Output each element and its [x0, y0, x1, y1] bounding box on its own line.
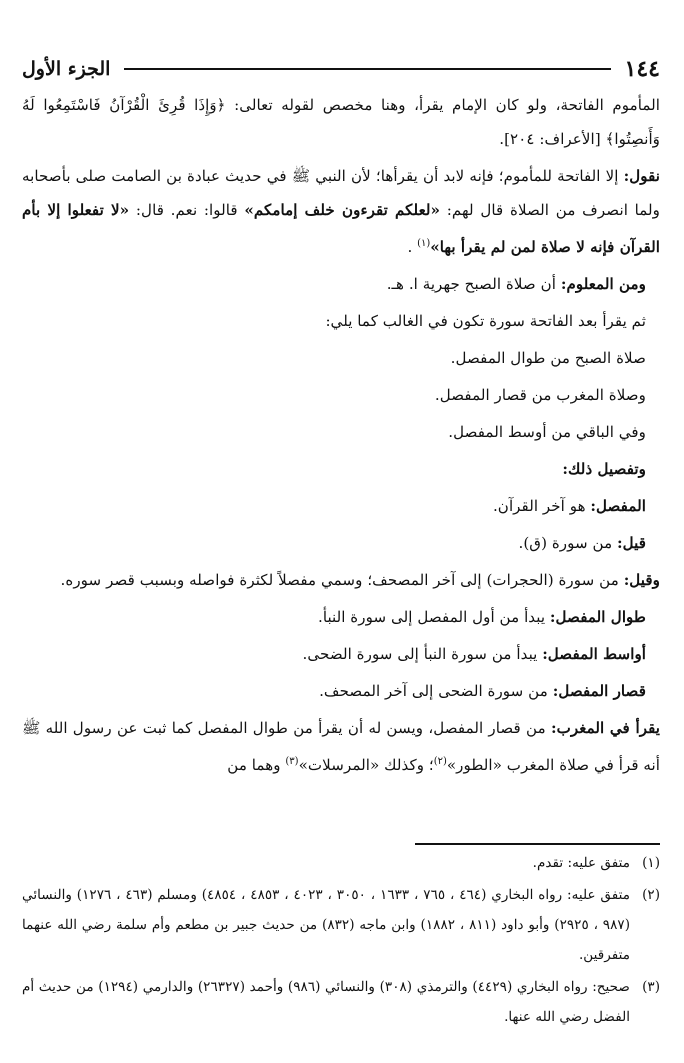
- term-label: قيل:: [617, 534, 646, 553]
- footnote-number: (٢): [642, 887, 660, 903]
- term-label: ومن المعلوم:: [560, 275, 646, 294]
- footnote: [22, 972, 660, 1032]
- footnote-text: متفق عليه: تقدم.: [532, 855, 630, 871]
- main-text: [22, 88, 660, 782]
- footnote-text: صحيح: رواه البخاري (٤٤٢٩) والترمذي (٣٠٨) والنسائي (٩٨٦) وأحمد (٢٦٣٢٧) والدارمي (١٢٩٤) من حديث أم الفضل رضي الله عنها.: [22, 979, 630, 1025]
- hadith-quote: «لا تفعلوا إلا بأم القرآن فإنه لا صلاة لمن لم يقرأ بها»: [22, 201, 660, 257]
- paragraph: أواسط المفصل: يبدأ من سورة النبأ إلى سورة الضحى.: [302, 645, 646, 664]
- paragraph: يقرأ في المغرب: من قصار المفصل، ويسن له أن يقرأ من طوال المفصل كما ثبت عن رسول الله ﷺ أنه قرأ في صلاة المغرب «الطور»$^{(٢)}$؛ وكذلك «المرسلات»$^{(٣)}$ وهما من: [22, 719, 661, 775]
- footnote: [22, 848, 660, 878]
- footnotes: [22, 848, 660, 1032]
- paragraph: المأموم الفاتحة، ولو كان الإمام يقرأ، وهنا مخصص لقوله تعالى: ﴿وَإِذَا قُرِئَ الْقُرْآنُ فَاسْتَمِعُوا لَهُ وَأَنصِتُوا﴾ [الأعراف: ٢٠٤].: [22, 96, 660, 148]
- paragraph: وقيل: من سورة (الحجرات) إلى آخر المصحف؛ وسمي مفصلاً لكثرة فواصله وبسبب قصر سوره.: [60, 571, 660, 590]
- paragraph: ومن المعلوم: أن صلاة الصبح جهرية ا. هـ.: [386, 275, 646, 294]
- term-label: وقيل:: [623, 571, 660, 590]
- paragraph: المفصل: هو آخر القرآن.: [492, 497, 646, 516]
- term-label: أواسط المفصل:: [542, 645, 646, 664]
- term-label: قصار المفصل:: [552, 682, 646, 701]
- part-title: الجزء الأول: [22, 58, 111, 80]
- footnote-ref: (١): [417, 238, 431, 249]
- hadith-quote: «لعلكم تقرءون خلف إمامكم»: [244, 201, 441, 219]
- term-label: طوال المفصل:: [549, 608, 646, 627]
- footnote-text: متفق عليه: رواه البخاري (٤٦٤ ، ٧٦٥ ، ١٦٣٣ ، ٣٠٥٠ ، ٤٠٢٣ ، ٤٨٥٣ ، ٤٨٥٤) ومسلم (٤٦٣ ، ١٢٧٦) والنسائي (٩٨٧ ، ٢٩٢٥) وأبو داود (٨١١ ، ١٨٨٢) وابن ماجه (٨٣٢) من حديث جبير بن مطعم وأم سلمة رضي الله عنهما متفرقين.: [22, 887, 631, 963]
- page-header: [22, 52, 660, 86]
- term-label: المفصل:: [590, 497, 646, 516]
- paragraph: وفي الباقي من أوسط المفصل.: [448, 423, 646, 442]
- paragraph: قيل: من سورة (ق).: [518, 534, 646, 553]
- term-label: نقول:: [623, 167, 660, 185]
- footnote-ref: (٣): [285, 756, 299, 768]
- footnote-separator: [415, 843, 660, 845]
- paragraph: ثم يقرأ بعد الفاتحة سورة تكون في الغالب كما يلي:: [325, 312, 646, 331]
- header-rule: [124, 68, 610, 70]
- footnote-number: (١): [642, 855, 660, 871]
- page-number: ١٤٤: [624, 56, 660, 82]
- section-heading: وتفصيل ذلك:: [562, 460, 646, 479]
- footnote-ref: (٢): [433, 756, 447, 768]
- footnote-number: (٣): [642, 979, 660, 995]
- footnote: [22, 880, 660, 970]
- paragraph: صلاة الصبح من طوال المفصل.: [450, 349, 646, 368]
- paragraph: طوال المفصل: يبدأ من أول المفصل إلى سورة النبأ.: [318, 608, 646, 627]
- paragraph: قصار المفصل: من سورة الضحى إلى آخر المصحف.: [319, 682, 646, 701]
- term-label: يقرأ في المغرب:: [550, 719, 661, 738]
- paragraph: نقول: إلا الفاتحة للمأموم؛ فإنه لابد أن يقرأها؛ لأن النبي ﷺ في حديث عبادة بن الصامت صلى بأصحابه ولما انصرف من الصلاة قال لهم: «لعلكم تقرءون خلف إمامكم» قالوا: نعم. قال: «لا تفعلوا إلا بأم القرآن فإنه لا صلاة لمن لم يقرأ بها»$^{(١)}$ .: [22, 167, 661, 257]
- paragraph: وصلاة المغرب من قصار المفصل.: [434, 386, 646, 405]
